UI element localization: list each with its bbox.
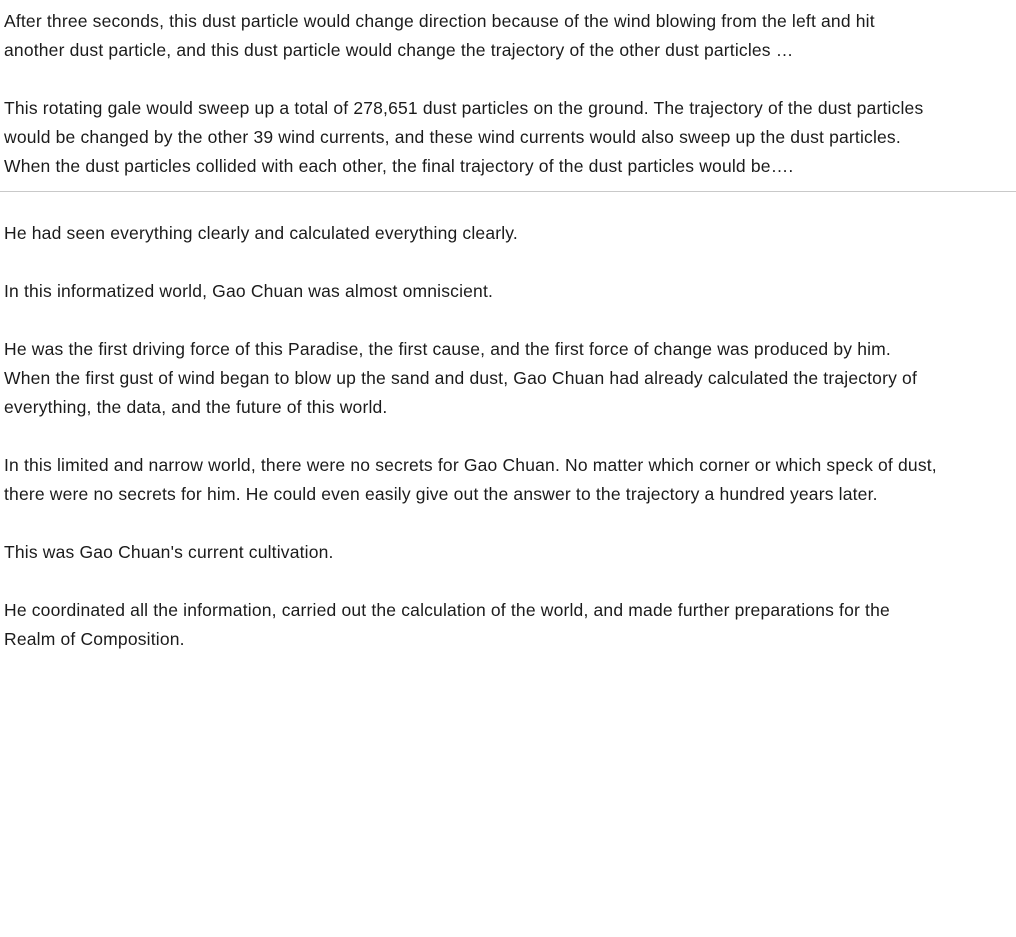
- paragraph: He had seen everything clearly and calculated everything clearly.: [4, 223, 518, 243]
- paragraph: In this limited and narrow world, there were no secrets for Gao Chuan. No matter which corner or which speck of dust, there were no secrets for him. He could even easily give out the answer to the trajectory a hundred years later.: [4, 455, 937, 504]
- chapter-section-lower: [4, 192, 938, 654]
- paragraph: This rotating gale would sweep up a total of 278,651 dust particles on the ground. The trajectory of the dust particles would be changed by the other 39 wind currents, and these wind currents would also sweep up the dust particles. When the dust particles collided with each other, the final trajectory of the dust particles would be….: [4, 98, 924, 176]
- paragraph: This was Gao Chuan's current cultivation.: [4, 542, 334, 562]
- paragraph: In this informatized world, Gao Chuan was almost omniscient.: [4, 281, 494, 301]
- paragraph: After three seconds, this dust particle would change direction because of the wind blowing from the left and hit another dust particle, and this dust particle would change the trajectory of the other dust particles …: [4, 11, 875, 60]
- chapter-section-upper: [4, 0, 938, 181]
- section-divider: [0, 191, 1016, 192]
- paragraph: He was the first driving force of this Paradise, the first cause, and the first force of change was produced by him. When the first gust of wind began to blow up the sand and dust, Gao Chuan had already calculated the trajectory of everything, the data, and the future of this world.: [4, 339, 918, 417]
- paragraph: He coordinated all the information, carried out the calculation of the world, and made further preparations for the Realm of Composition.: [4, 600, 890, 649]
